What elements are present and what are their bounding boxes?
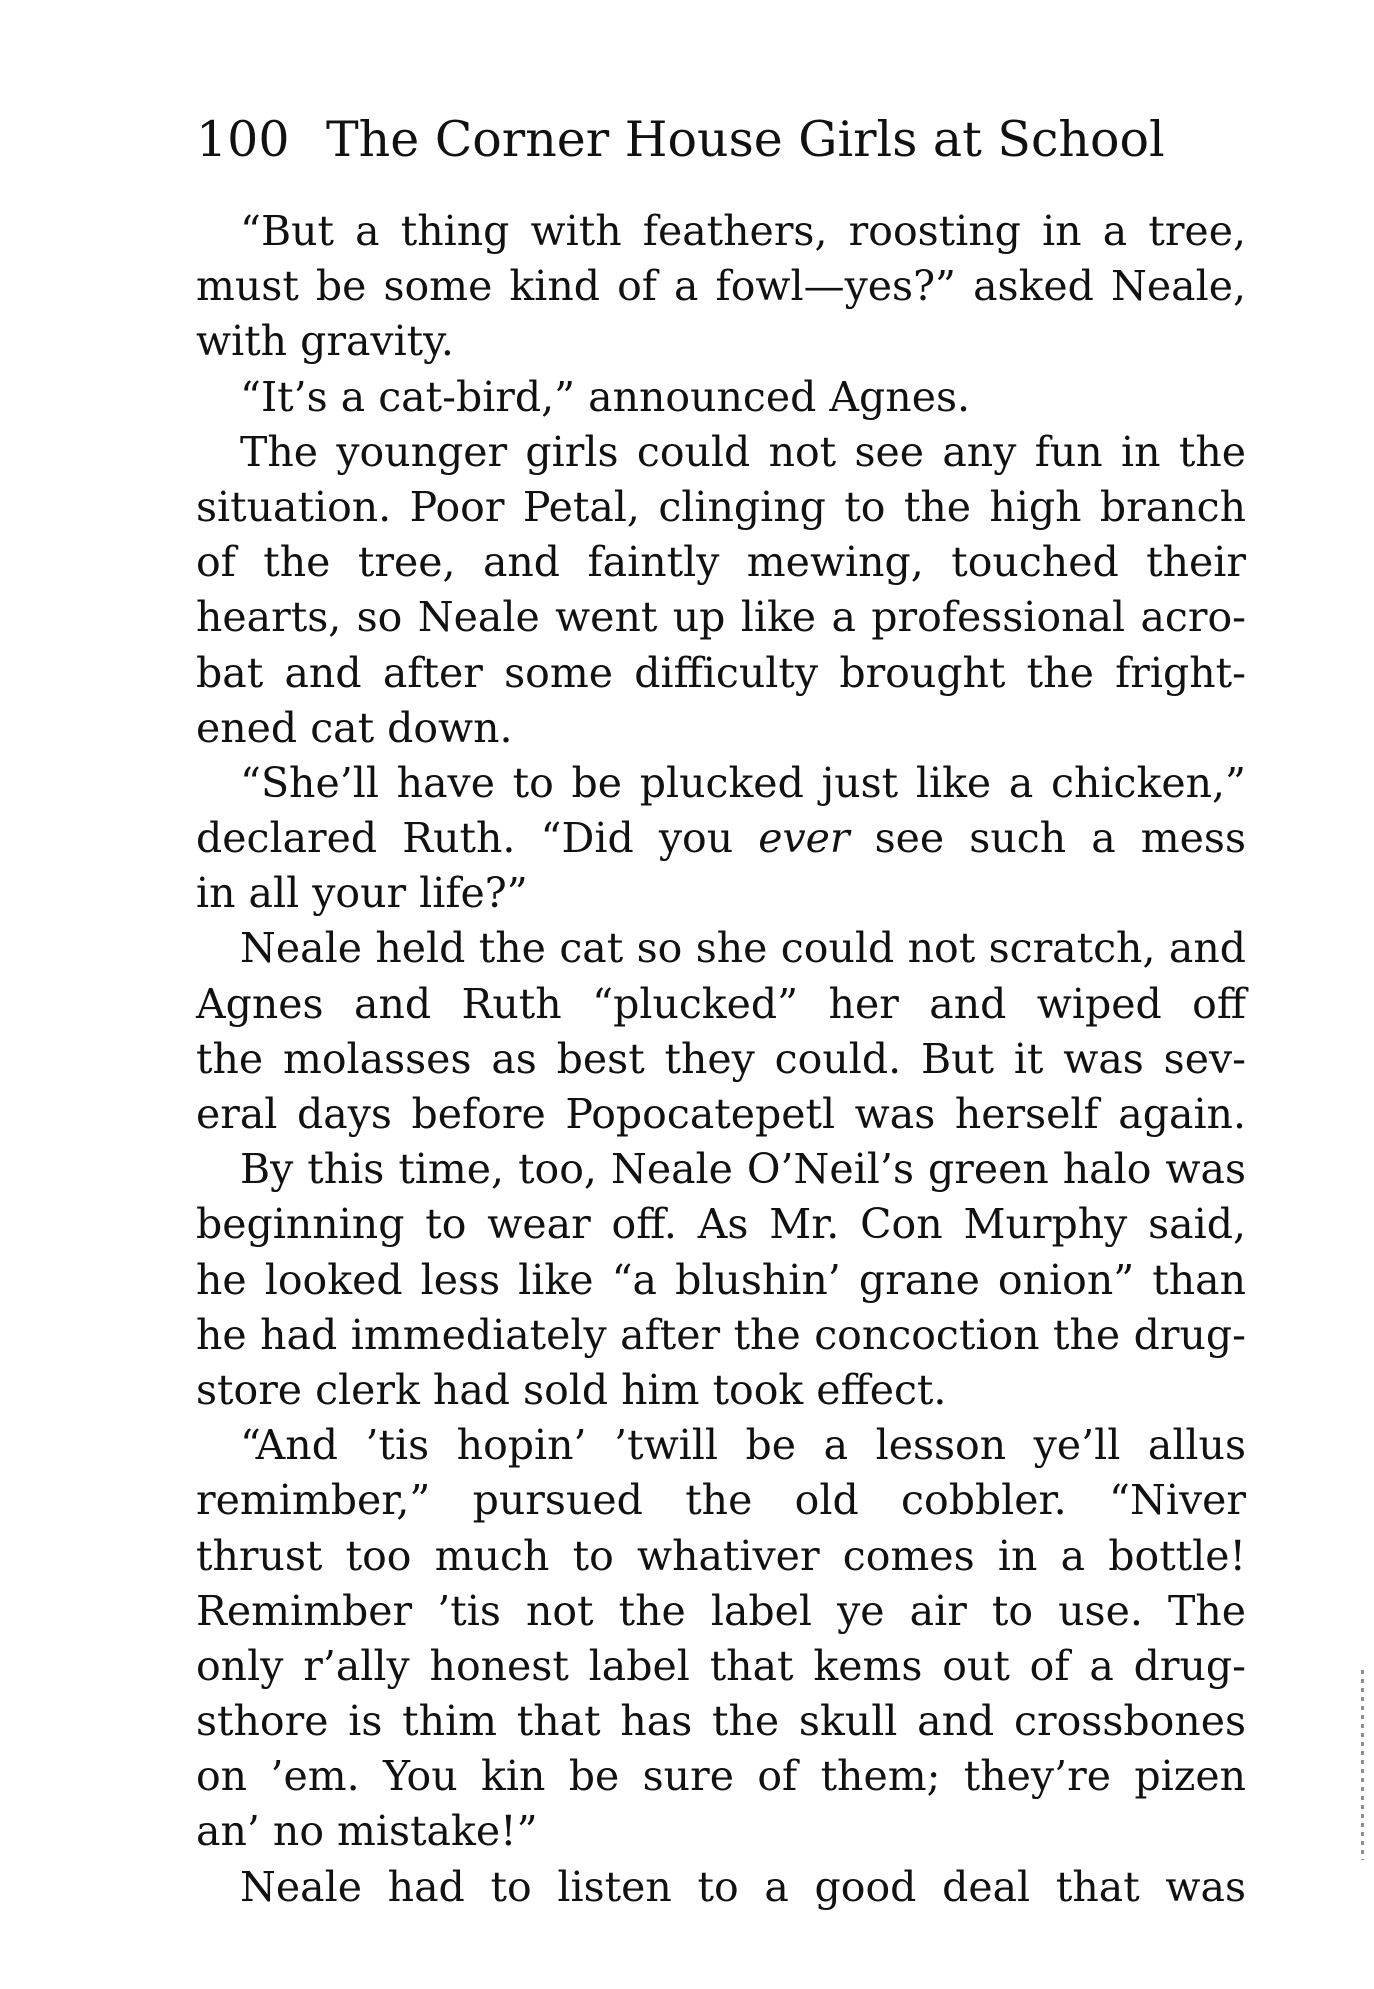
text-segment: declared Ruth. “Did you — [196, 814, 759, 863]
text-line: the molasses as best they could. But it was sev- — [196, 1034, 1246, 1083]
text-line: remimber,” pursued the old cobbler. “Niver — [196, 1476, 1246, 1525]
text-line: in all your life?” — [196, 869, 528, 918]
text-line: with gravity. — [196, 317, 454, 366]
text-line: “It’s a cat-bird,” announced Agnes. — [240, 372, 971, 421]
text-line: must be some kind of a fowl—yes?” asked Neale, — [196, 262, 1246, 311]
text-line: on ’em. You kin be sure of them; they’re pizen — [196, 1752, 1246, 1801]
text-line: he looked less like “a blushin’ grane onion” than — [196, 1255, 1246, 1304]
text-line: an’ no mistake!” — [196, 1807, 538, 1856]
page-header — [196, 108, 1165, 172]
text-line: beginning to wear off. As Mr. Con Murphy said, — [196, 1200, 1246, 1249]
text-line: By this time, too, Neale O’Neil’s green halo was — [240, 1145, 1246, 1194]
text-line: “And ’tis hopin’ ’twill be a lesson ye’ll allus — [240, 1421, 1246, 1470]
text-line: Neale had to listen to a good deal that was — [240, 1862, 1246, 1911]
text-line: thrust too much to whativer comes in a bottle! — [196, 1531, 1246, 1580]
text-line: “But a thing with feathers, roosting in a tree, — [240, 207, 1246, 255]
text-line: “She’ll have to be plucked just like a chicken,” — [240, 758, 1246, 807]
text-line: Neale held the cat so she could not scratch, and — [240, 924, 1246, 973]
text-line: ened cat down. — [196, 703, 513, 752]
text-line: sthore is thim that has the skull and crossbones — [196, 1697, 1246, 1746]
text-line: The younger girls could not see any fun in the — [240, 427, 1246, 476]
text-line: he had immediately after the concoction the drug- — [196, 1310, 1246, 1359]
text-line: eral days before Popocatepetl was herself again. — [196, 1090, 1246, 1138]
body-text — [196, 204, 1246, 1915]
text-line: Agnes and Ruth “plucked” her and wiped off — [196, 979, 1246, 1028]
text-line — [196, 811, 1246, 866]
text-line: store clerk had sold him took effect. — [196, 1365, 947, 1414]
text-line: only r’ally honest label that kems out of a drug- — [196, 1641, 1246, 1690]
text-line: situation. Poor Petal, clinging to the high branch — [196, 482, 1246, 531]
text-line: hearts, so Neale went up like a professional acro- — [196, 593, 1246, 642]
text-line: Remimber ’tis not the label ye air to use. The — [196, 1586, 1246, 1635]
text-line: bat and after some difficulty brought the fright- — [196, 648, 1246, 697]
text-line: of the tree, and faintly mewing, touched their — [196, 538, 1246, 587]
text-segment: see such a mess — [849, 814, 1246, 863]
running-title: The Corner House Girls at School — [326, 111, 1165, 168]
scan-edge-mark — [1361, 1670, 1364, 1860]
page-number: 100 — [196, 111, 290, 168]
italic-word: ever — [758, 814, 850, 863]
